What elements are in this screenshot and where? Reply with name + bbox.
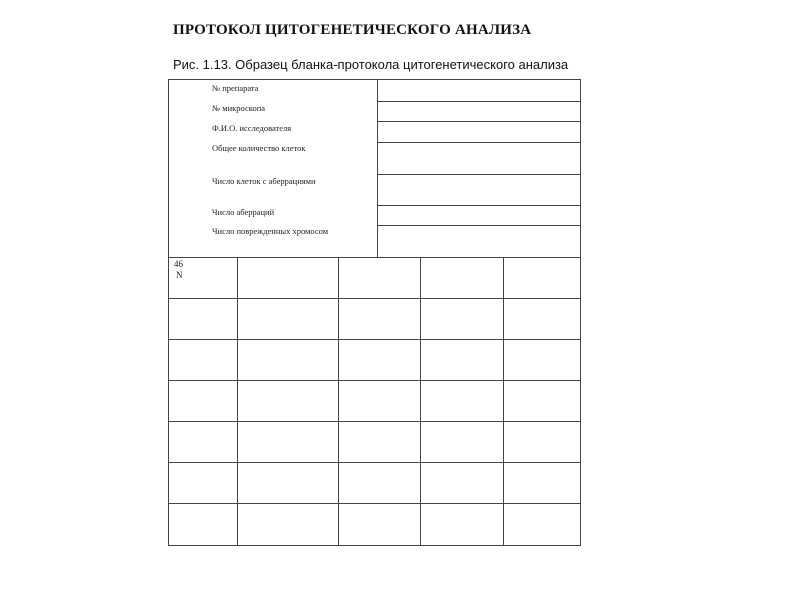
grid-row-divider — [169, 421, 580, 422]
field-value-microscope-number[interactable] — [378, 121, 581, 122]
grid-row-divider — [169, 339, 580, 340]
page-title: ПРОТОКОЛ ЦИТОГЕНЕТИЧЕСКОГО АНАЛИЗА — [173, 22, 532, 38]
field-label-slide-number: № препарата — [212, 83, 259, 93]
chromosome-count: 46 — [174, 259, 183, 269]
form-field-labels — [169, 80, 378, 257]
grid-first-cell — [174, 259, 183, 281]
field-label-aberrant-cells: Число клеток с аберрациями — [212, 176, 316, 186]
grid-column-divider — [338, 257, 339, 545]
grid-column-divider — [503, 257, 504, 545]
grid-row-divider — [169, 462, 580, 463]
field-label-damaged-chromosomes: Число поврежденных хромосом — [212, 226, 329, 236]
grid-row-divider — [169, 298, 580, 299]
field-value-aberrant-cells[interactable] — [378, 205, 581, 206]
field-label-aberrations: Число аберраций — [212, 207, 275, 217]
grid-row-divider — [169, 503, 580, 504]
grid-column-divider — [237, 257, 238, 545]
field-value-researcher-name[interactable] — [378, 142, 581, 143]
protocol-form — [168, 79, 581, 546]
field-label-total-cells: Общее количество клеток — [212, 143, 306, 153]
field-value-total-cells[interactable] — [378, 174, 581, 175]
field-value-aberrations[interactable] — [378, 225, 581, 226]
field-label-microscope-number: № микроскопа — [212, 103, 266, 113]
field-value-slide-number[interactable] — [378, 101, 581, 102]
figure-caption: Рис. 1.13. Образец бланка-протокола цитогенетического анализа — [173, 57, 569, 72]
grid-row-divider — [169, 380, 580, 381]
grid-column-divider — [420, 257, 421, 545]
form-field-values — [378, 80, 581, 257]
normal-mark: N — [176, 270, 183, 280]
karyotype-grid — [169, 257, 580, 545]
field-label-researcher-name: Ф.И.О. исследователя — [212, 123, 292, 133]
